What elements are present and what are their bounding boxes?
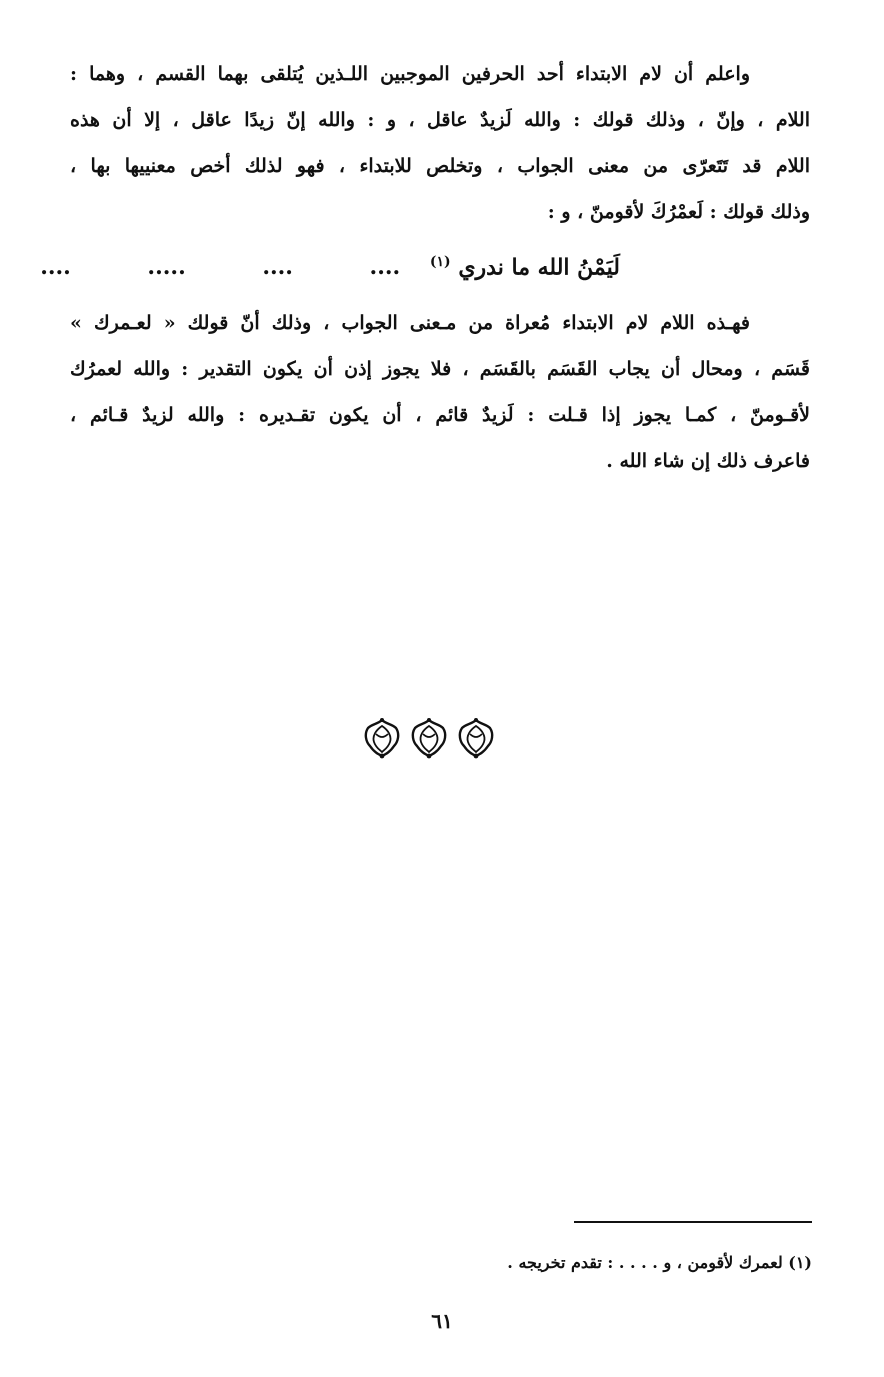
paragraph-2-line: فاعرف ذلك إن شاء الله . [606, 450, 810, 472]
verse-elision-dots: .... .... ..... .... [40, 254, 401, 281]
paragraph-1-line: وذلك قولك : لَعمْرُكَ لأقومنّ ، و : [547, 201, 810, 223]
verse-text: لَيَمْنُ الله ما ندري [458, 254, 620, 281]
paragraph-2-line: لأقـومنّ ، كمـا يجوز إذا قـلت : لَزيدٌ قائم ، أن يكون تقـديره : والله لزيدٌ قـائم ، [70, 404, 810, 426]
footnote-divider [574, 1221, 812, 1223]
paragraph-2-line: فهـذه اللام لام الابتداء مُعراة من مـعنى الجواب ، وذلك أنّ قولك « لعـمرك » [70, 312, 750, 334]
paragraph-1-line: اللام ، وإنّ ، وذلك قولك : والله لَزيدٌ عاقل ، و : والله إنّ زيدًا عاقل ، إلا أن هذه [70, 109, 810, 131]
paragraph-2 [70, 300, 810, 484]
floral-ornament-icon [409, 716, 449, 760]
footnote-ref: (١) [429, 254, 451, 270]
paragraph-1-line: اللام قد تَتَعرّى من معنى الجواب ، وتخلص للابتداء ، فهو لذلك أخص معنييها بها ، [70, 155, 810, 177]
page-number: ٦١ [431, 1309, 453, 1333]
section-end-ornaments [362, 716, 496, 762]
paragraph-1 [70, 51, 810, 235]
footnote: (١) لعمرك لأقومن ، و . . . . : تقدم تخريجه . [507, 1253, 812, 1272]
verse-quote [40, 238, 620, 286]
paragraph-1-line: واعلم أن لام الابتداء أحد الحرفين الموجبين اللـذين يُتلقى بهما القسم ، وهما : [70, 63, 750, 85]
paragraph-2-line: قَسَم ، ومحال أن يجاب القَسَم بالقَسَم ، فلا يجوز إذن أن يكون التقدير : والله لعمرُك [70, 358, 810, 380]
floral-ornament-icon [362, 716, 402, 760]
floral-ornament-icon [456, 716, 496, 760]
